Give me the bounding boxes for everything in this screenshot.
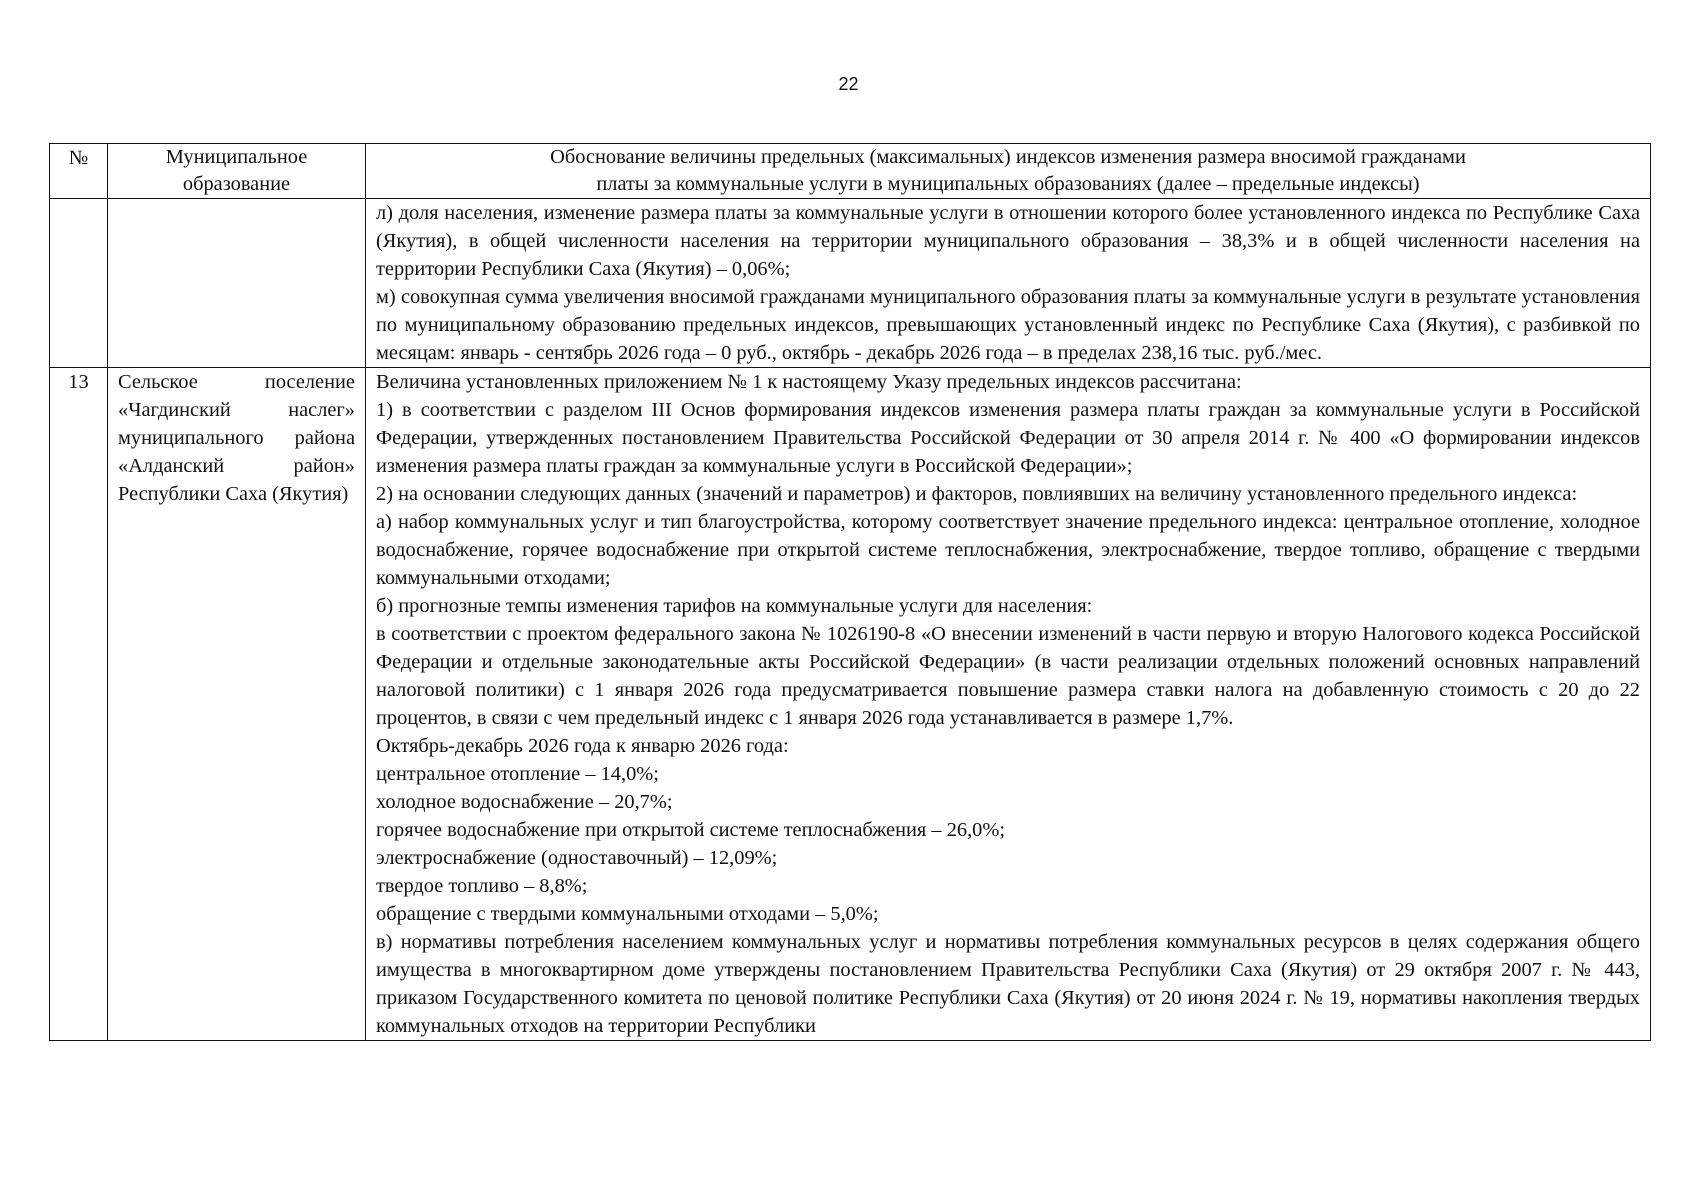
justification-paragraph: б) прогнозные темпы изменения тарифов на коммунальные услуги для населения: — [376, 595, 1093, 617]
justification-paragraph: Октябрь-декабрь 2026 года к январю 2026 года: — [376, 735, 789, 757]
header-number: № — [50, 144, 108, 199]
justification-paragraph: 2) на основании следующих данных (значений и параметров) и факторов, повлиявших на величину установленного предельного индекса: — [376, 483, 1578, 505]
header-justification-line: Обоснование величины предельных (максимальных) индексов изменения размера вносимой гражданами — [550, 146, 1466, 168]
table-row — [50, 199, 1651, 368]
header-municipality — [108, 144, 366, 199]
header-municipality-line: образование — [182, 173, 291, 195]
justification-cell — [366, 368, 1651, 1041]
header-justification — [366, 144, 1651, 199]
municipality-name: Сельское поселение «Чагдинский наслег» муниципального района «Алданский район» Республики Саха (Якутия) — [108, 368, 366, 1041]
justification-paragraph: холодное водоснабжение – 20,7%; — [376, 791, 673, 813]
page-number: 22 — [838, 74, 859, 94]
justification-paragraph: л) доля населения, изменение размера платы за коммунальные услуги в отношении которого более установленного индекса по Республике Саха (Якутия), в общей численности населения на территории муниципального образования – 38,3% и в общей численности населения на территории Республики Саха (Якутия) – 0,06%; — [376, 202, 1640, 280]
justification-paragraph: центральное отопление – 14,0%; — [376, 763, 659, 785]
row-number — [50, 199, 108, 368]
header-municipality-line: Муниципальное — [165, 146, 308, 168]
table-body — [50, 199, 1651, 1041]
justification-paragraph: а) набор коммунальных услуг и тип благоустройства, которому соответствует значение предельного индекса: центральное отопление, холодное водоснабжение, горячее водоснабжение при открытой системе теплоснабжения, электроснабжение, твердое топливо, обращение с твердыми коммунальными отходами; — [376, 511, 1640, 589]
justification-paragraph: Величина установленных приложением № 1 к настоящему Указу предельных индексов рассчитана: — [376, 371, 1242, 393]
row-number: 13 — [50, 368, 108, 1041]
justification-table — [49, 143, 1651, 1041]
justification-paragraph: обращение с твердыми коммунальными отходами – 5,0%; — [376, 903, 879, 925]
municipality-name — [108, 199, 366, 368]
justification-cell — [366, 199, 1651, 368]
justification-paragraph: в соответствии с проектом федерального закона № 1026190-8 «О внесении изменений в части первую и вторую Налогового кодекса Российской Федерации и отдельные законодательные акты Российской Федерации» (в части реализации отдельных положений основных направлений налоговой политики) с 1 января 2026 года предусматривается повышение размера ставки налога на добавленную стоимость с 20 до 22 процентов, в связи с чем предельный индекс с 1 января 2026 года устанавливается в размере 1,7%. — [376, 623, 1640, 729]
justification-paragraph: твердое топливо – 8,8%; — [376, 875, 588, 897]
justification-paragraph: 1) в соответствии с разделом III Основ формирования индексов изменения размера платы граждан за коммунальные услуги в Российской Федерации, утвержденных постановлением Правительства Российской Федерации от 30 апреля 2014 г. № 400 «О формировании индексов изменения размера платы граждан за коммунальные услуги в Российской Федерации»; — [376, 399, 1640, 477]
justification-paragraph: м) совокупная сумма увеличения вносимой гражданами муниципального образования платы за коммунальные услуги в результате установления по муниципальному образованию предельных индексов, превышающих установленный индекс по Республике Саха (Якутия), с разбивкой по месяцам: январь - сентябрь 2026 года – 0 руб., октябрь - декабрь 2026 года – в пределах 238,16 тыс. руб./мес. — [376, 286, 1640, 364]
table-row — [50, 368, 1651, 1041]
justification-paragraph: электроснабжение (одноставочный) – 12,09%; — [376, 847, 778, 869]
justification-paragraph: в) нормативы потребления населением коммунальных услуг и нормативы потребления коммунальных ресурсов в целях содержания общего имущества в многоквартирном доме утверждены постановлением Правительства Республики Саха (Якутия) от 29 октября 2007 г. № 443, приказом Государственного комитета по ценовой политике Республики Саха (Якутия) от 20 июня 2024 г. № 19, нормативы накопления твердых коммунальных отходов на территории Республики — [376, 931, 1640, 1037]
header-justification-line: платы за коммунальные услуги в муниципальных образованиях (далее – предельные индексы) — [596, 173, 1420, 195]
justification-paragraph: горячее водоснабжение при открытой системе теплоснабжения – 26,0%; — [376, 819, 1006, 841]
table-header-row — [50, 144, 1651, 199]
